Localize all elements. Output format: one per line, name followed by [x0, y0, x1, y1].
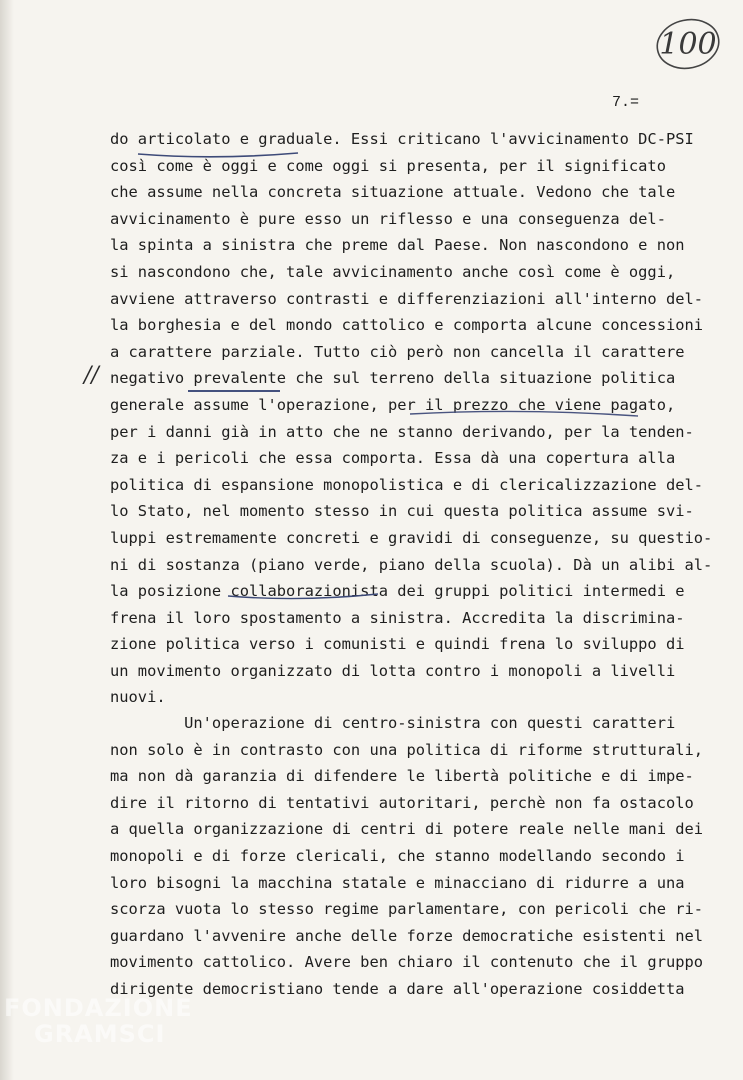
paragraph-2 — [110, 710, 704, 1003]
handwritten-folio-number — [653, 16, 723, 72]
text-line: lo Stato, nel momento stesso in cui questa politica assume svi- — [110, 502, 694, 521]
text-line: zione politica verso i comunisti e quindi frena lo sviluppo di — [110, 635, 685, 654]
text-line: si nascondono che, tale avvicinamento anche così come è oggi, — [110, 262, 676, 281]
text-line: dirigente democristiano tende a dare all'operazione cosiddetta — [110, 979, 685, 998]
text-line: avviene attraverso contrasti e differenziazioni all'interno del- — [110, 289, 704, 308]
text-line: generale assume l'operazione, per il prezzo che viene pagato, — [110, 395, 676, 414]
text-line: luppi estremamente concreti e gravidi di conseguenze, su questio- — [110, 528, 713, 547]
text-line: ni di sostanza (piano verde, piano della scuola). Dà un alibi al- — [110, 555, 713, 574]
text-line: scorza vuota lo stesso regime parlamentare, con pericoli che ri- — [110, 900, 704, 919]
text-line: la borghesia e del mondo cattolico e comporta alcune concessioni — [110, 316, 704, 335]
text-line: negativo prevalente che sul terreno della situazione politica — [110, 369, 676, 388]
text-line: avvicinamento è pure esso un riflesso e una conseguenza del- — [110, 209, 666, 228]
text-line: a quella organizzazione di centri di potere reale nelle mani dei — [110, 820, 704, 839]
text-line: frena il loro spostamento a sinistra. Accredita la discrimina- — [110, 608, 685, 627]
text-line: guardano l'avvenire anche delle forze democratiche esistenti nel — [110, 926, 704, 945]
text-line: non solo è in contrasto con una politica di riforme strutturali, — [110, 740, 704, 759]
text-line: la posizione collaborazionista dei gruppi politici intermedi e — [110, 582, 685, 601]
page-spine-shadow — [0, 0, 14, 1080]
watermark — [4, 995, 193, 1047]
text-line: loro bisogni la macchina statale e minacciano di ridurre a una — [110, 873, 685, 892]
text-line: che assume nella concreta situazione attuale. Vedono che tale — [110, 183, 676, 202]
text-line: ma non dà garanzia di difendere le libertà politiche e di impe- — [110, 767, 694, 786]
text-line: politica di espansione monopolistica e di clericalizzazione del- — [110, 475, 704, 494]
text-line: dire il ritorno di tentativi autoritari, perchè non fa ostacolo — [110, 793, 694, 812]
text-line: do articolato e graduale. Essi criticano l'avvicinamento DC-PSI — [110, 130, 694, 148]
watermark-line-2: GRAMSCI — [34, 1020, 166, 1048]
paragraph-1 — [110, 126, 713, 711]
text-line: a carattere parziale. Tutto ciò però non cancella il carattere — [110, 342, 685, 361]
text-line: un movimento organizzato di lotta contro i monopoli a livelli — [110, 661, 676, 680]
text-line: la spinta a sinistra che preme dal Paese. Non nascondono e non — [110, 236, 685, 255]
text-line: movimento cattolico. Avere ben chiaro il contenuto che il gruppo — [110, 953, 704, 972]
folio-text: 100 — [659, 26, 717, 62]
text-line: così come è oggi e come oggi si presenta, per il significato — [110, 156, 666, 175]
text-line: nuovi. — [110, 688, 166, 707]
watermark-line-1: FONDAZIONE — [4, 994, 193, 1022]
margin-annotation: // — [84, 363, 99, 388]
text-line: monopoli e di forze clericali, che stanno modellando secondo i — [110, 846, 685, 865]
text-line: per i danni già in atto che ne stanno derivando, per la tenden- — [110, 422, 694, 441]
typed-page-number: 7.= — [612, 94, 640, 111]
text-line: Un'operazione di centro-sinistra con questi caratteri — [110, 714, 676, 732]
text-line: za e i pericoli che essa comporta. Essa dà una copertura alla — [110, 449, 676, 468]
